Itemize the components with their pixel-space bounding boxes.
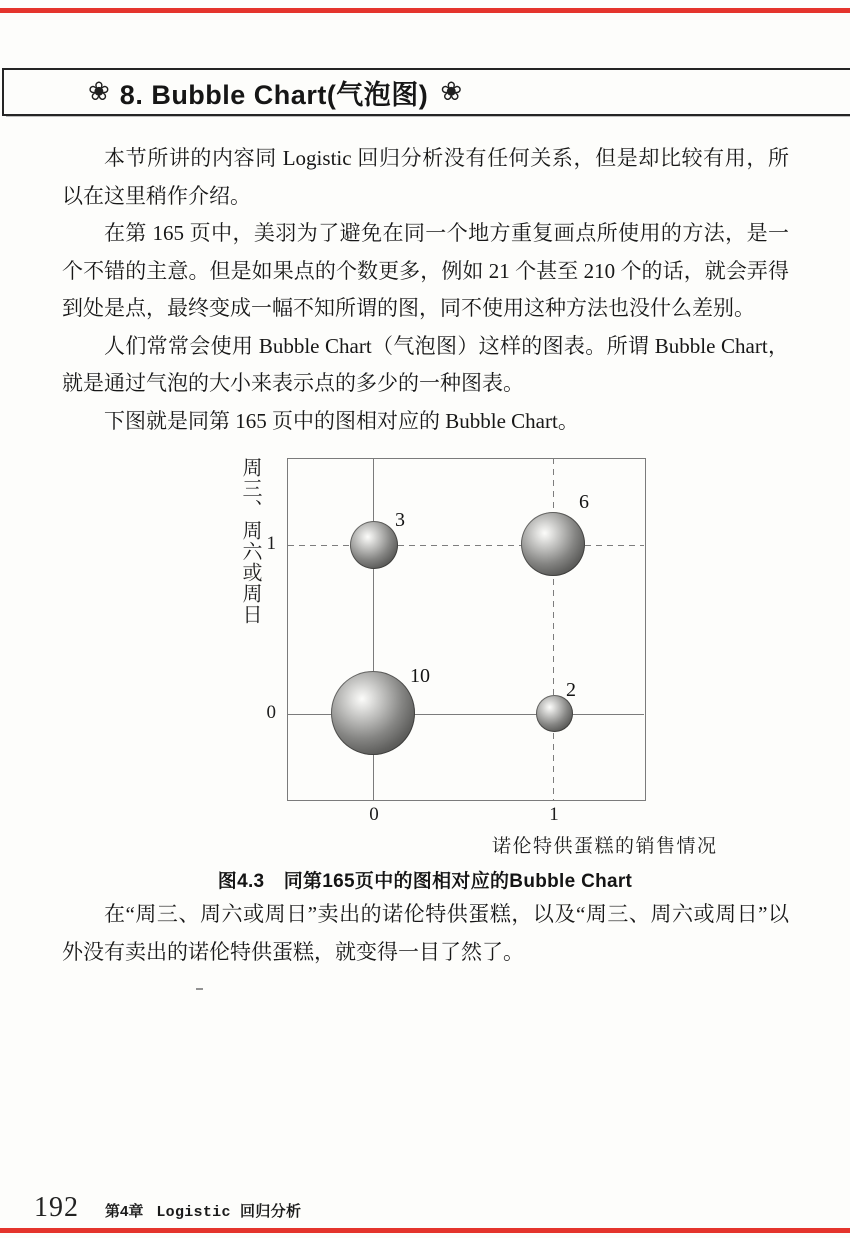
bubble-x0-y1 [350, 521, 398, 569]
x-axis-tick-1: 1 [549, 804, 559, 825]
x-axis-tick-0: 0 [369, 804, 379, 825]
x-axis-caption: 诺伦特供蛋糕的销售情况 [492, 836, 718, 857]
body-text-block [62, 140, 789, 440]
section-title-box [2, 68, 850, 116]
top-red-scan-bar [0, 8, 850, 13]
closing-text-block [62, 896, 789, 971]
bubble-value-label: 3 [395, 509, 405, 531]
page-footer [34, 1192, 301, 1224]
paragraph: 在“周三、周六或周日”卖出的诺伦特供蛋糕，以及“周三、周六或周日”以外没有卖出的诺伦特供蛋糕，就变得一目了然了。 [62, 902, 789, 964]
chapter-title: Logistic 回归分析 [156, 1204, 302, 1221]
scan-artifact-dash [196, 988, 203, 990]
section-title: 8. Bubble Chart(气泡图) [119, 79, 429, 110]
bubble-x0-y0 [331, 671, 415, 755]
paragraph: 下图就是同第 165 页中的图相对应的 Bubble Chart。 [104, 408, 579, 433]
paragraph: 本节所讲的内容同 Logistic 回归分析没有任何关系，但是却比较有用，所以在这里稍作介绍。 [62, 146, 789, 208]
flower-icon: ❀ [88, 77, 110, 106]
bubble-value-label: 10 [410, 665, 430, 687]
bubble-value-label: 2 [566, 679, 576, 701]
y-axis-tick-1: 1 [266, 533, 276, 554]
paragraph: 在第 165 页中，美羽为了避免在同一个地方重复画点所使用的方法，是一个不错的主意。但是如果点的个数更多，例如 21 个甚至 210 个的话，就会弄得到处是点，最终变成一幅不知所谓的图，同不使用这种方法也没什么差别。 [62, 221, 789, 320]
y-axis-tick-0: 0 [266, 702, 276, 723]
gridline-x1-dashed [553, 458, 554, 801]
bubble-chart [0, 440, 850, 860]
chapter-label: 第4章 [105, 1203, 144, 1220]
y-axis-label: 周三、周六或周日 [239, 457, 261, 625]
gridline-y1-dashed [288, 545, 644, 546]
page-number: 192 [34, 1192, 79, 1223]
paragraph: 人们常常会使用 Bubble Chart（气泡图）这样的图表。所谓 Bubble Chart，就是通过气泡的大小来表示点的多少的一种图表。 [62, 333, 789, 395]
bubble-value-label: 6 [579, 491, 589, 513]
plot-area [287, 458, 646, 801]
bubble-x1-y1 [521, 512, 585, 576]
flower-icon: ❀ [440, 77, 463, 106]
bottom-red-scan-bar [0, 1228, 850, 1233]
figure-caption: 图4.3 同第165页中的图相对应的Bubble Chart [217, 871, 633, 892]
